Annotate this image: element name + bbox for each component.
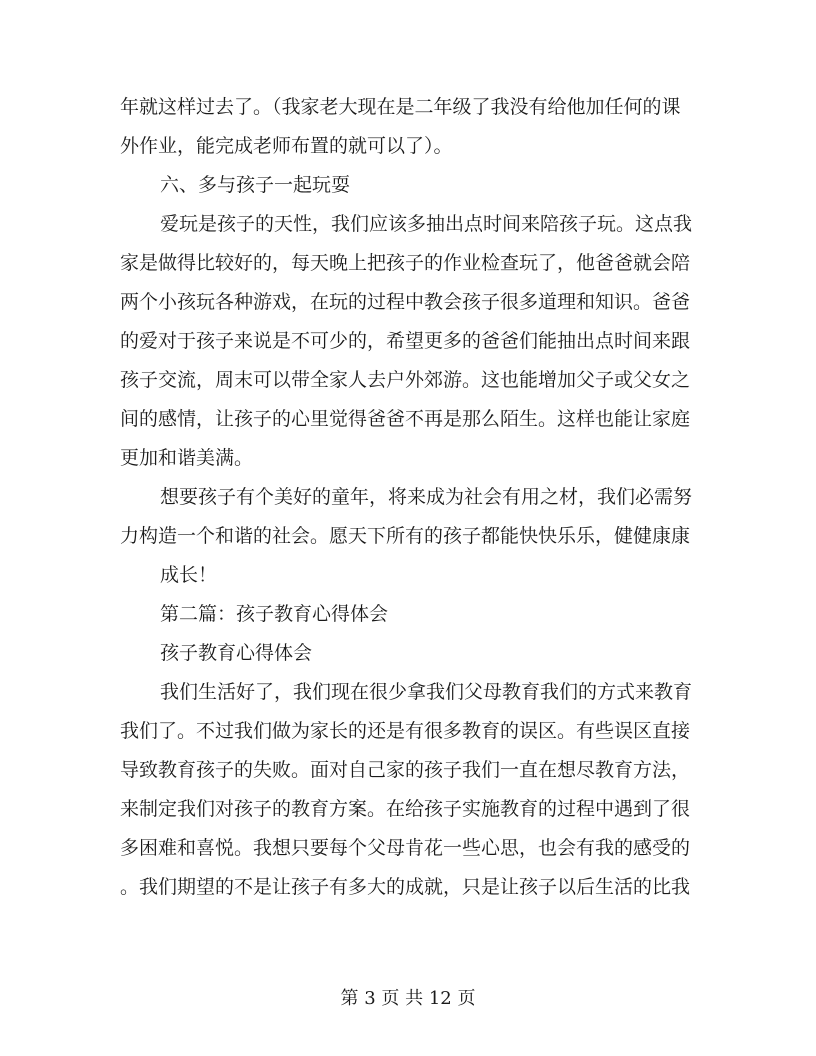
paragraph-line: 成长！ — [160, 564, 218, 586]
chapter-title: 第二篇：孩子教育心得体会 — [160, 603, 389, 625]
paragraph-line: 来制定我们对孩子的教育方案。在给孩子实施教育的过程中遇到了很 — [120, 798, 691, 820]
paragraph-line: 孩子交流，周末可以带全家人去户外郊游。这也能增加父子或父女之 — [120, 369, 691, 391]
paragraph-line: 我们了。不过我们做为家长的还是有很多教育的误区。有些误区直接 — [120, 720, 691, 742]
paragraph-line: 外作业，能完成老师布置的就可以了）。 — [120, 135, 453, 157]
paragraph-line: 年就这样过去了。（我家老大现在是二年级了我没有给他加任何的课 — [120, 96, 681, 118]
paragraph-line: 。我们期望的不是让孩子有多大的成就，只是让孩子以后生活的比我 — [120, 876, 691, 898]
article-title: 孩子教育心得体会 — [160, 642, 313, 664]
paragraph-line: 想要孩子有个美好的童年，将来成为社会有用之材，我们必需努 — [160, 486, 693, 508]
paragraph-line: 力构造一个和谐的社会。愿天下所有的孩子都能快快乐乐，健健康康 — [120, 525, 691, 547]
paragraph-line: 导致教育孩子的失败。面对自己家的孩子我们一直在想尽教育方法， — [120, 759, 691, 781]
paragraph-line: 更加和谐美满。 — [120, 447, 254, 469]
paragraph-line: 家是做得比较好的，每天晚上把孩子的作业检查玩了，他爸爸就会陪 — [120, 252, 691, 274]
paragraph-line: 爱玩是孩子的天性，我们应该多抽出点时间来陪孩子玩。这点我 — [160, 213, 693, 235]
paragraph-line: 的爱对于孩子来说是不可少的，希望更多的爸爸们能抽出点时间来跟 — [120, 330, 691, 352]
paragraph-line: 多困难和喜悦。我想只要每个父母肯花一些心思，也会有我的感受的 — [120, 837, 691, 859]
paragraph-line: 我们生活好了，我们现在很少拿我们父母教育我们的方式来教育 — [160, 681, 693, 703]
section-heading: 六、多与孩子一起玩耍 — [160, 174, 351, 196]
paragraph-line: 间的感情，让孩子的心里觉得爸爸不再是那么陌生。这样也能让家庭 — [120, 408, 691, 430]
paragraph-line: 两个小孩玩各种游戏，在玩的过程中教会孩子很多道理和知识。爸爸 — [120, 291, 691, 313]
page-number-footer: 第 3 页 共 12 页 — [340, 988, 476, 1009]
